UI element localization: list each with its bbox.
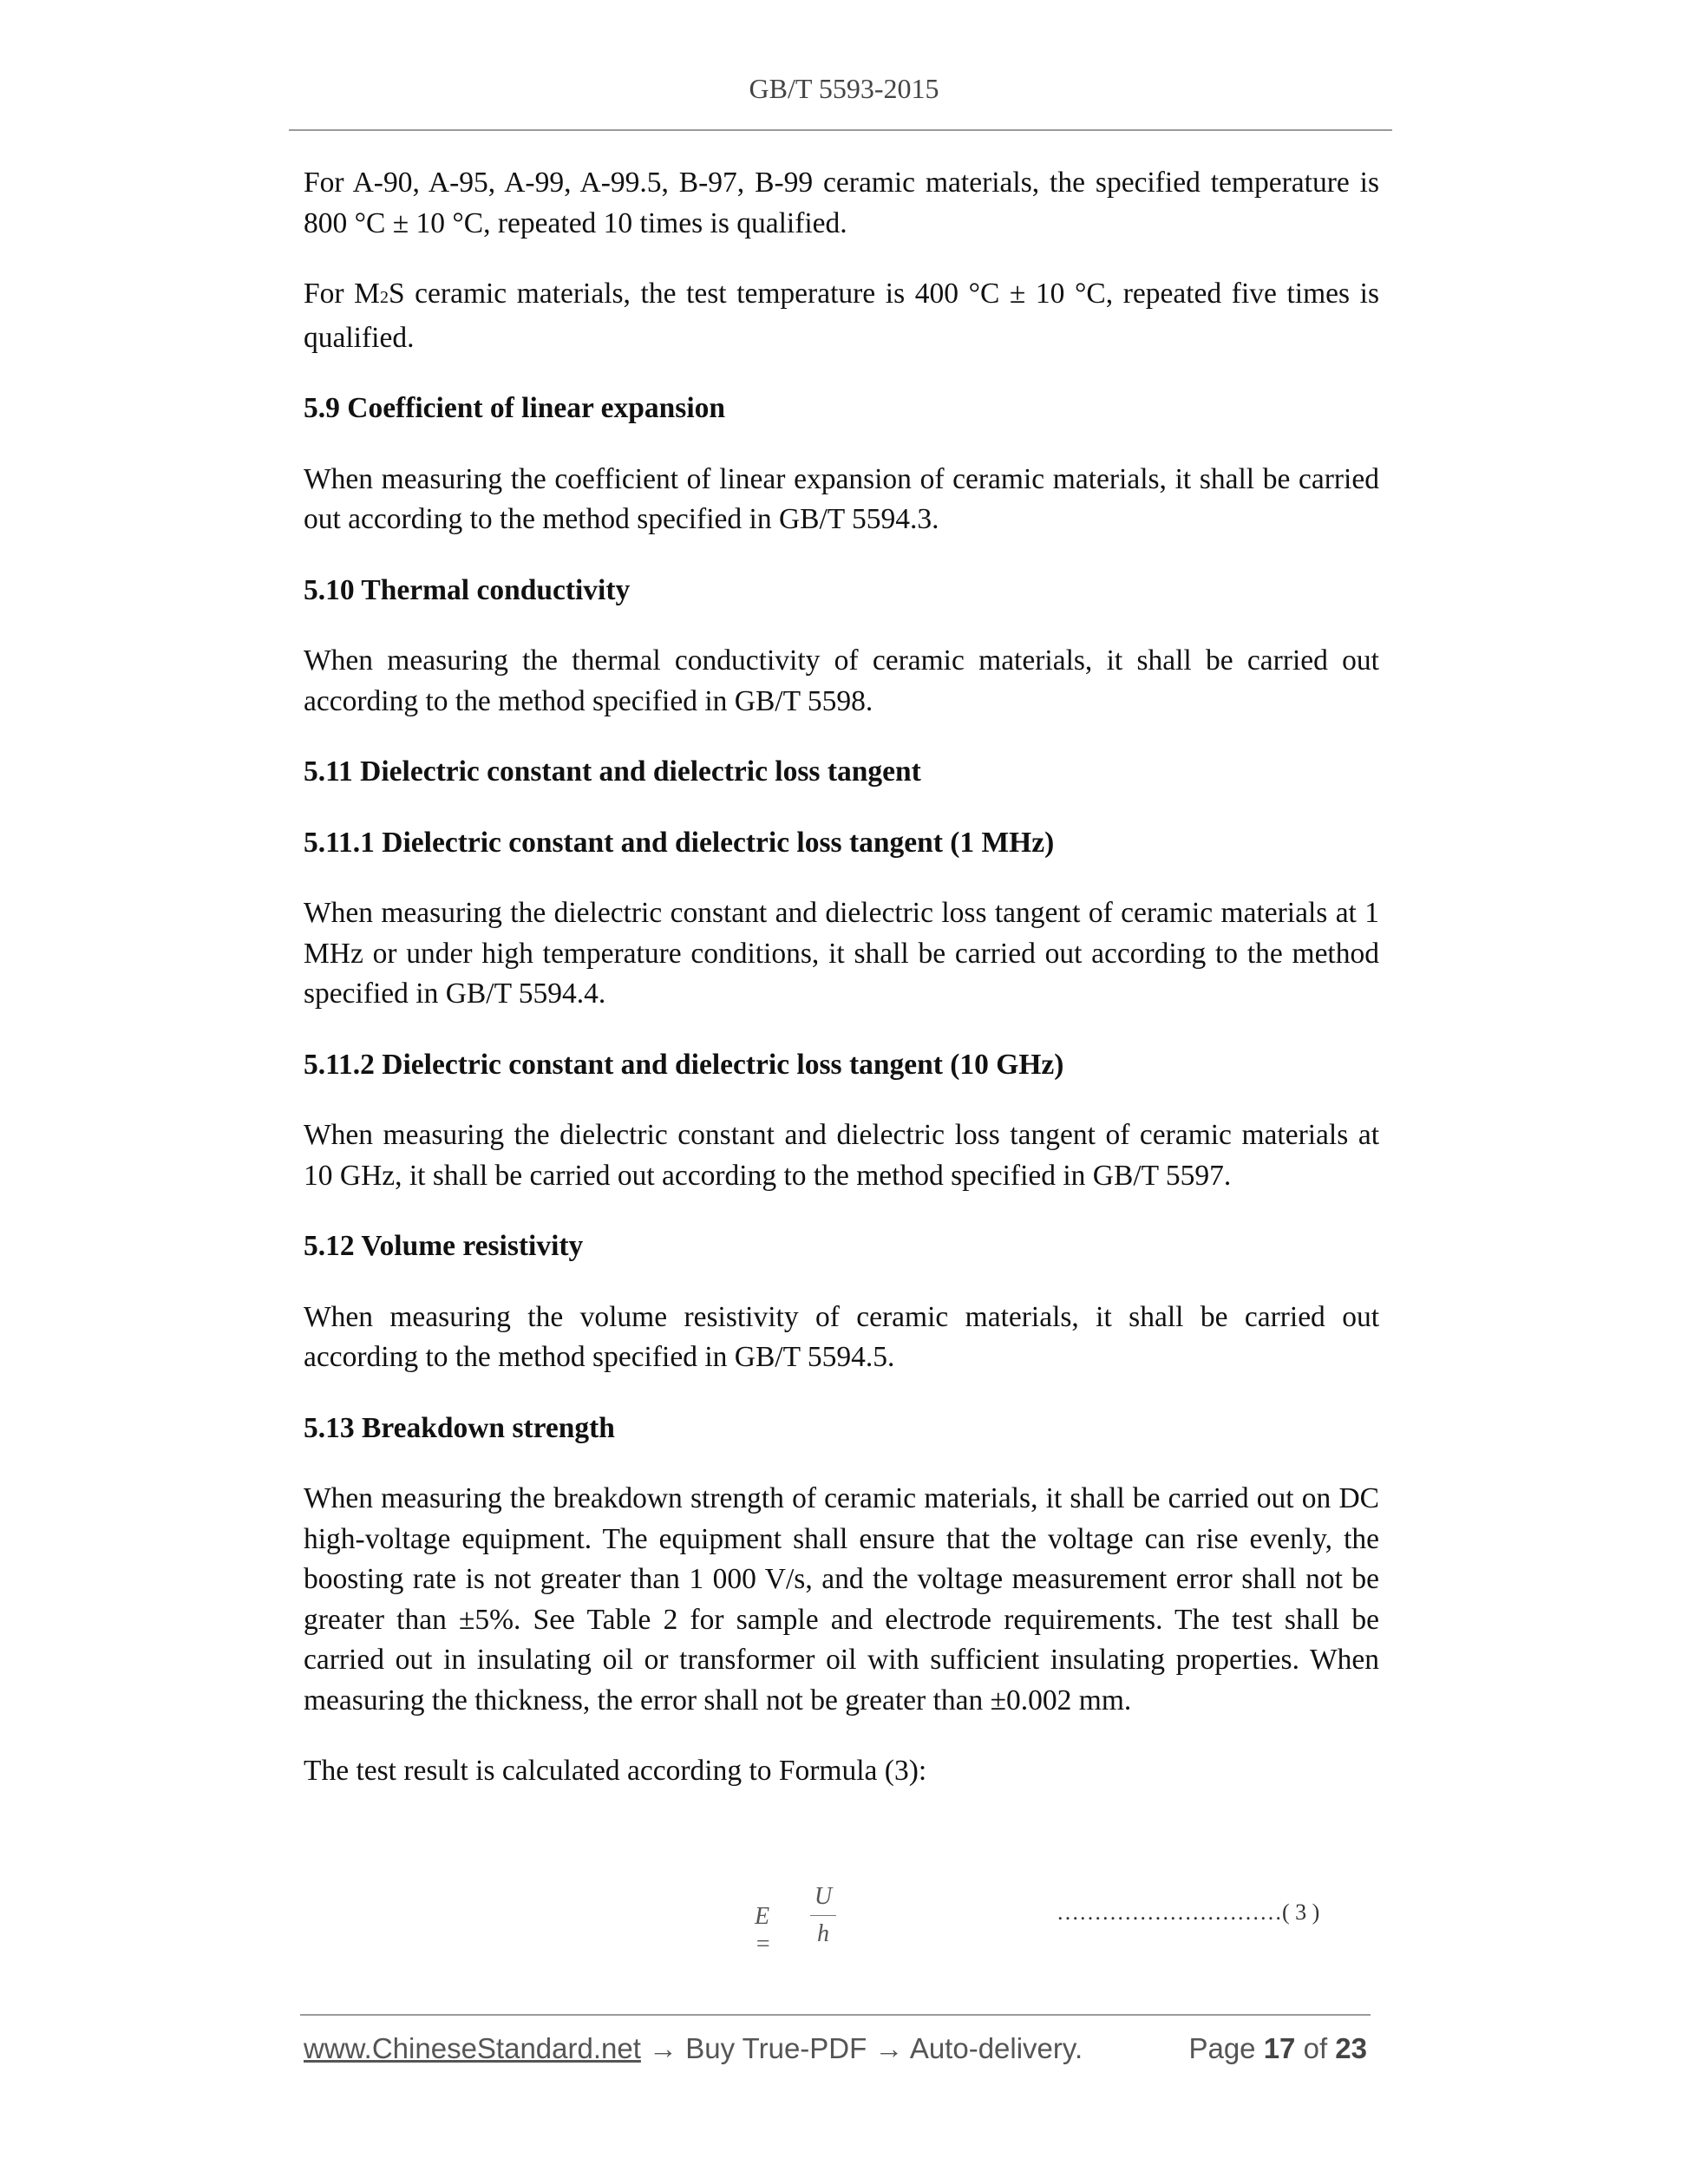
footer — [304, 2030, 1379, 2068]
paragraph-5-11-1: When measuring the dielectric constant and dielectric loss tangent of ceramic materials at 1 MHz or under high temperature conditions, it shall be carried out according to the method specified in GB/T 5594.4. — [304, 897, 1379, 1010]
heading-5-11-2: 5.11.2 Dielectric constant and dielectric loss tangent (10 GHz) — [304, 1048, 1064, 1081]
paragraph-5-10: When measuring the thermal conductivity of ceramic materials, it shall be carried out according to the method specified in GB/T 5598. — [304, 644, 1379, 717]
page-label: Page — [1188, 2032, 1264, 2064]
text-fragment: For M — [304, 278, 380, 310]
of-label: of — [1295, 2032, 1336, 2064]
formula-fraction — [810, 1882, 836, 1949]
document-body — [304, 163, 1379, 1822]
formula-lhs: E = — [755, 1903, 771, 1958]
paragraph-5-13: When measuring the breakdown strength of ceramic materials, it shall be carried out on DC high-voltage equipment. The equipment shall ensure that the voltage can rise evenly, the boosting rate is not greater than 1 000 V/s, and the voltage measurement error shall not be greater than ±5%. See Table 2 for sample and electrode requirements. The test shall be carried out in insulating oil or transformer oil with sufficient insulating properties. When measuring the thickness, the error shall not be greater than ±0.002 mm. — [304, 1482, 1379, 1716]
current-page: 17 — [1263, 2032, 1296, 2064]
paragraph-formula-intro: The test result is calculated according to Formula (3): — [304, 1755, 927, 1787]
formula-denominator: h — [817, 1920, 829, 1947]
header-divider — [289, 129, 1392, 131]
paragraph-5-11-2: When measuring the dielectric constant and dielectric loss tangent of ceramic materials at 10 GHz, it shall be carried out according to the method specified in GB/T 5597. — [304, 1119, 1379, 1192]
formula-numerator: U — [814, 1883, 833, 1910]
text-fragment: S ceramic materials, the test temperature is 400 °C ± 10 °C, repeated five times is qualified. — [304, 278, 1380, 354]
fraction-bar — [810, 1915, 836, 1916]
heading-5-13: 5.13 Breakdown strength — [304, 1411, 615, 1444]
paragraph-thermal-shock-m2s — [304, 274, 1379, 358]
paragraph-5-12: When measuring the volume resistivity of ceramic materials, it shall be carried out according to the method specified in GB/T 5594.5. — [304, 1300, 1379, 1373]
paragraph-5-9: When measuring the coefficient of linear expansion of ceramic materials, it shall be carried out according to the method specified in GB/T 5594.3. — [304, 462, 1379, 535]
running-header: GB/T 5593-2015 — [749, 73, 939, 104]
footer-divider — [300, 2014, 1371, 2016]
heading-5-12: 5.12 Volume resistivity — [304, 1230, 584, 1262]
footer-promo-text: → Buy True-PDF → Auto-delivery. — [640, 2032, 1083, 2064]
paragraph-thermal-shock-alumina: For A-90, A-95, A-99, A-99.5, B-97, B-99 ceramic materials, the specified temperature is 800 °C ± 10 °C, repeated 10 times is qualified. — [304, 167, 1379, 239]
website-link[interactable]: www.ChineseStandard.net — [304, 2032, 641, 2064]
total-pages: 23 — [1335, 2032, 1367, 2064]
page-indicator — [1188, 2030, 1367, 2068]
heading-5-9: 5.9 Coefficient of linear expansion — [304, 392, 726, 424]
heading-5-11: 5.11 Dielectric constant and dielectric loss tangent — [304, 755, 921, 788]
heading-5-11-1: 5.11.1 Dielectric constant and dielectric loss tangent (1 MHz) — [304, 826, 1055, 859]
heading-5-10: 5.10 Thermal conductivity — [304, 573, 631, 606]
formula-number: …………………………( 3 ) — [1057, 1900, 1320, 1925]
subscript: 2 — [379, 288, 389, 307]
